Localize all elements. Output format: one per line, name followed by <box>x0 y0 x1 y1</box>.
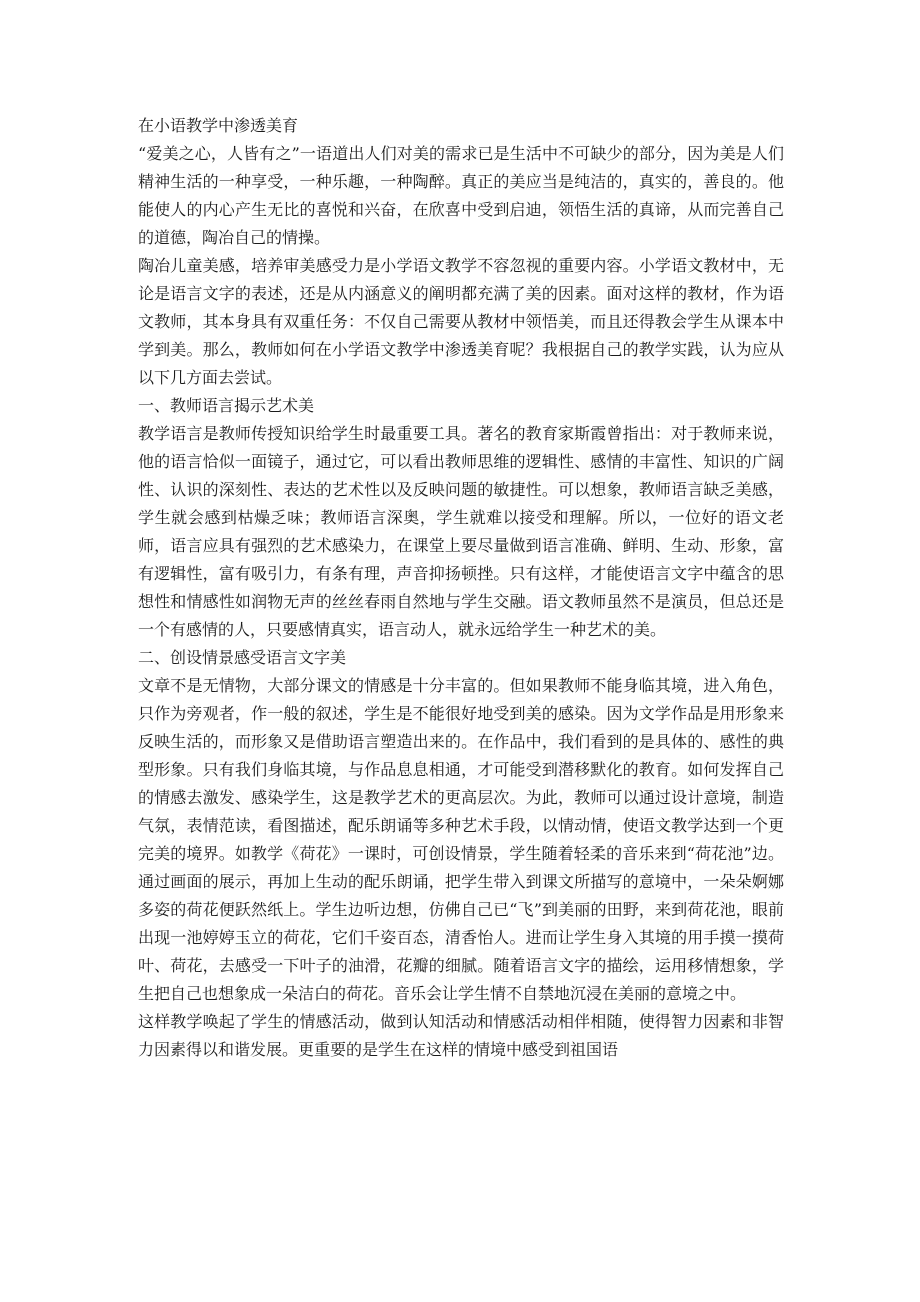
section-heading-create-scenes: 二、创设情景感受语言文字美 <box>138 648 347 667</box>
section-heading-teacher-language: 一、教师语言揭示艺术美 <box>138 396 315 415</box>
document-body <box>138 112 784 1064</box>
paragraph-aesthetic-education: 陶冶儿童美感，培养审美感受力是小学语文教学不容忽视的重要内容。小学语文教材中，无论是语言文字的表述，还是从内涵意义的阐明都充满了美的因素。面对这样的教材，作为语文教师，其本身具有双重任务：不仅自己需要从教材中领悟美，而且还得教会学生从课本中学到美。那么，教师如何在小学语文教学中渗透美育呢？我根据自己的教学实践，认为应从以下几方面去尝试。 <box>138 256 784 387</box>
paragraph-create-scenes: 文章不是无情物，大部分课文的情感是十分丰富的。但如果教师不能身临其境，进入角色，只作为旁观者，作一般的叙述，学生是不能很好地受到美的感染。因为文学作品是用形象来反映生活的，而形象又是借助语言塑造出来的。在作品中，我们看到的是具体的、感性的典型形象。只有我们身临其境，与作品息息相通，才可能受到潜移默化的教育。如何发挥自己的情感去激发、感染学生，这是教学艺术的更高层次。为此，教师可以通过设计意境，制造气氛，表情范读，看图描述，配乐朗诵等多种艺术手段，以情动情，使语文教学达到一个更完美的境界。如教学《荷花》一课时，可创设情景，学生随着轻柔的音乐来到“荷花池”边。通过画面的展示，再加上生动的配乐朗诵，把学生带入到课文所描写的意境中，一朵朵婀娜多姿的荷花便跃然纸上。学生边听边想，仿佛自己已“飞”到美丽的田野，来到荷花池，眼前出现一池婷婷玉立的荷花，它们千姿百态，清香怡人。进而让学生身入其境的用手摸一摸荷叶、荷花，去感受一下叶子的油滑，花瓣的细腻。随着语言文字的描绘，运用移情想象，学生把自己也想象成一朵洁白的荷花。音乐会让学生情不自禁地沉浸在美丽的意境之中。 <box>138 676 784 1003</box>
paragraph-intro: “爱美之心，人皆有之”一语道出人们对美的需求已是生活中不可缺少的部分，因为美是人们精神生活的一种享受，一种乐趣，一种陶醉。真正的美应当是纯洁的，真实的，善良的。他能使人的内心产生无比的喜悦和兴奋，在欣喜中受到启迪，领悟生活的真谛，从而完善自己的道德，陶冶自己的情操。 <box>138 144 784 247</box>
paragraph-conclusion-fragment: 这样教学唤起了学生的情感活动，做到认知活动和情感活动相伴相随，使得智力因素和非智力因素得以和谐发展。更重要的是学生在这样的情境中感受到祖国语 <box>138 1012 784 1059</box>
document-title: 在小语教学中渗透美育 <box>138 116 299 135</box>
paragraph-teacher-language: 教学语言是教师传授知识给学生时最重要工具。著名的教育家斯霞曾指出：对于教师来说，他的语言恰似一面镜子，通过它，可以看出教师思维的逻辑性、感情的丰富性、知识的广阔性、认识的深刻性、表达的艺术性以及反映问题的敏捷性。可以想象，教师语言缺乏美感，学生就会感到枯燥乏味；教师语言深奥，学生就难以接受和理解。所以，一位好的语文老师，语言应具有强烈的艺术感染力，在课堂上要尽量做到语言准确、鲜明、生动、形象，富有逻辑性，富有吸引力，有条有理，声音抑扬顿挫。只有这样，才能使语言文字中蕴含的思想性和情感性如润物无声的丝丝春雨自然地与学生交融。语文教师虽然不是演员，但总还是一个有感情的人，只要感情真实，语言动人，就永远给学生一种艺术的美。 <box>138 424 784 639</box>
